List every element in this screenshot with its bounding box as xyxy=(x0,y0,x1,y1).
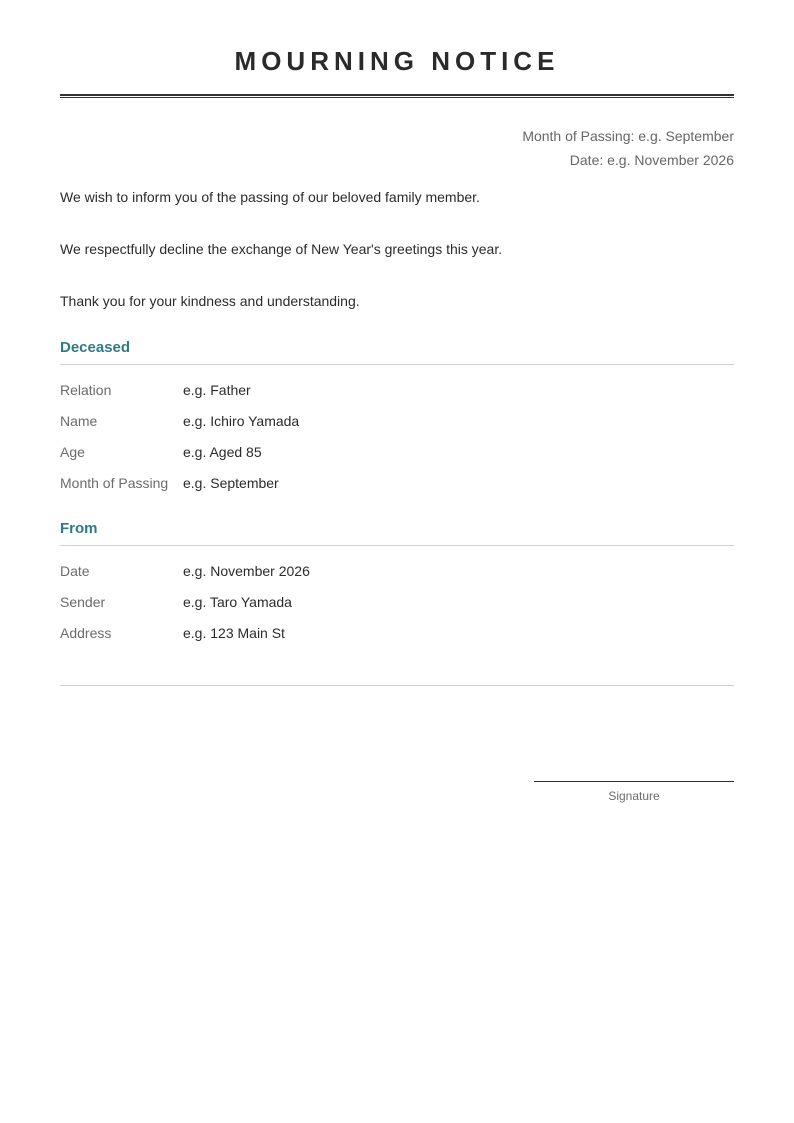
field-value: e.g. Aged 85 xyxy=(183,444,262,460)
field-label: Month of Passing xyxy=(60,475,169,491)
field-value: e.g. Taro Yamada xyxy=(183,594,292,610)
field-value: e.g. Ichiro Yamada xyxy=(183,413,300,429)
thanks-paragraph: Thank you for your kindness and understanding. xyxy=(60,293,360,309)
field-value: e.g. 123 Main St xyxy=(183,625,285,641)
signature-label: Signature xyxy=(608,789,660,803)
intro-paragraph: We wish to inform you of the passing of our beloved family member. xyxy=(60,189,480,205)
deceased-section-heading: Deceased xyxy=(60,339,131,356)
content-end-divider xyxy=(60,685,734,686)
document-title: MOURNING NOTICE xyxy=(234,46,560,76)
decline-paragraph: We respectfully decline the exchange of New Year's greetings this year. xyxy=(60,241,503,257)
header-meta xyxy=(522,124,734,172)
field-label: Date xyxy=(60,563,90,579)
field-label: Relation xyxy=(60,382,112,398)
field-value: e.g. Father xyxy=(183,382,251,398)
month-of-passing-line: Month of Passing: e.g. September xyxy=(522,128,734,144)
field-label: Sender xyxy=(60,594,106,610)
field-label: Age xyxy=(60,444,85,460)
from-section-divider xyxy=(60,545,734,546)
signature-line xyxy=(534,781,734,782)
field-value: e.g. September xyxy=(183,475,279,491)
from-section-heading: From xyxy=(60,520,98,537)
date-line: Date: e.g. November 2026 xyxy=(569,152,734,168)
field-label: Address xyxy=(60,625,112,641)
deceased-section-divider xyxy=(60,364,734,365)
title-divider xyxy=(60,94,734,98)
field-label: Name xyxy=(60,413,98,429)
field-value: e.g. November 2026 xyxy=(183,563,310,579)
